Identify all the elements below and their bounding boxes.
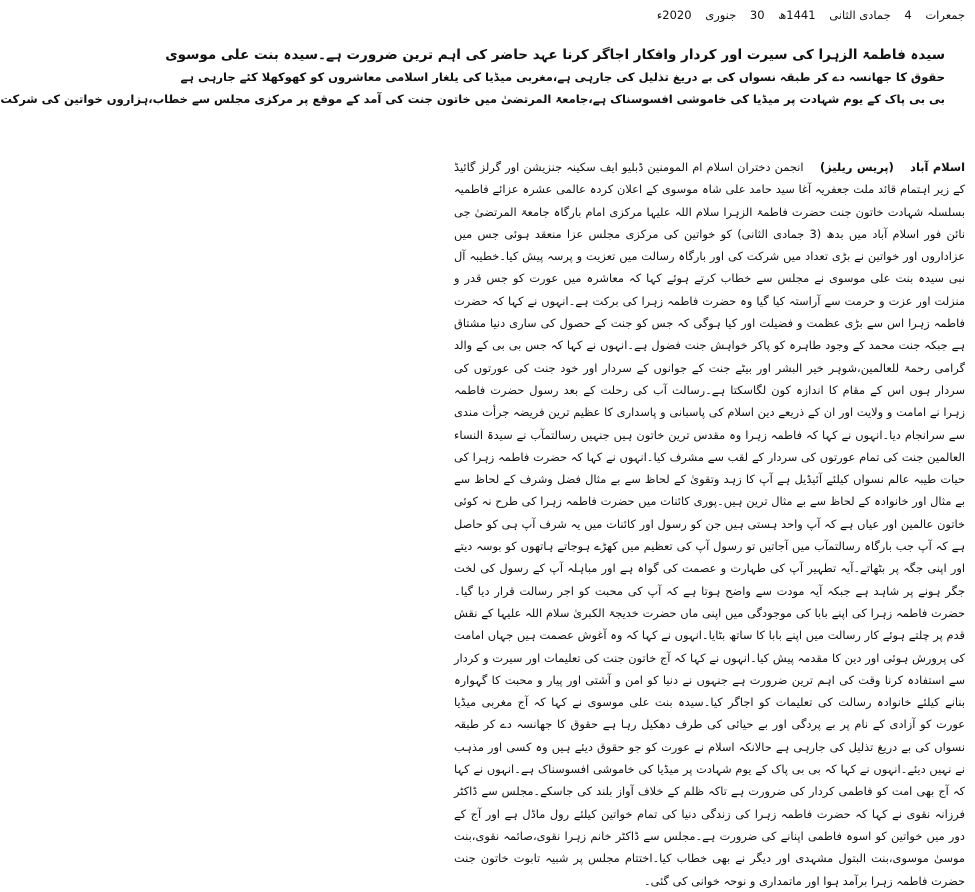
dateline-greg-day: 30: [749, 8, 765, 22]
article-body: [454, 156, 966, 888]
headline-main: سیدہ فاطمۃ الزہرا کی سیرت اور کردار وافکار اجاگر کرنا عہد حاضر کی اہم ترین ضرورت ہے۔سیدہ بنت علی موسوی: [165, 47, 945, 63]
dateline-hijri-month: جمادی الثانی: [829, 8, 891, 22]
headline-sub-2: بی بی پاک کے یوم شہادت پر میڈیا کی خاموشی افسوسناک ہے،جامعۃ المرتضیٰ میں خاتون جنت کی آمد کے موقع پر مرکزی مجلس سے خطاب،ہزاروں خواتین کی شرکت: [0, 92, 945, 106]
article-text: انجمن دختران اسلام ام المومنین ڈبلیو ایف سکینہ جنزیشن اور گرلز گائیڈ کے زیر اہتمام قائد ملت جعفریہ آغا سید حامد علی شاہ موسوی کے اعلان کردہ عالمی عشرہ عزائے فاطمیہ بسلسلہ شہادت خاتون جنت حضرت فاطمۃ الزہرا سلام اللہ علیہا مرکزی امام بارگاہ جامعۃ المرتضیٰ جی نائن فور اسلام آباد میں بدھ (3 جمادی الثانی) کو خواتین کی مرکزی مجلس عزا منعقد ہوئی جس میں عزاداروں اور خواتین نے بڑی تعداد میں شرکت کی اور بارگاہ رسالت میں تعزیت و پرسہ پیش کیا۔خطیبہ آل نبی سیدہ بنت علی موسوی نے مجلس سے خطاب کرتے ہوئے کہا کہ معاشرہ میں عورت کو جس قدر و منزلت اور عزت و حرمت سے آراستہ کیا گیا وہ حضرت فاطمہ زہرا کی برکت ہے۔انہوں نے کہا کہ حضرت فاطمہ زہرا اس سے بڑی عظمت و فضیلت اور کیا ہوگی کہ جس کو جنت کے حصول کی ساری دنیا مشتاق ہے جبکہ جنت محمد کے وجود طاہرہ کو پاکر خواہش جنت فضول ہے۔انہوں نے کہا کہ جس بی بی کے والد گرامی رحمۃ للعالمین،شوہر خیر البشر اور بیٹے جنت کے جوانوں کے سردار اور خود جنت کی عورتوں کی سردار ہوں اس کے مقام کا اندازہ کون لگاسکتا ہے۔رسالت آب کی رحلت کے بعد رسول حضرت فاطمہ زہرا نے امامت و ولایت اور ان کے ذریعے دین اسلام کی پاسبانی و پاسداری کا عظیم ترین فریضہ جرأت مندی سے سرانجام دیا۔انہوں نے کہا کہ فاطمہ زہرا وہ مقدس ترین خاتون ہیں جنہیں رسالتمآب نے سیدۃ النساء العالمین جنت کی تمام عورتوں کی سردار کے لقب سے مشرف کیا۔انہوں نے کہا کہ حضرت فاطمہ زہرا کی حیات طیبہ عالم نسواں کیلئے آئیڈیل ہے آپ کا زہد وتقویٰ کے لحاظ سے بے مثال فضل وشرف کے لحاظ سے بے مثال اور خانوادہ کے لحاظ سے بے مثال ترین ہیں۔پوری کائنات میں حضرت فاطمہ زہرا کی طرح نہ کوئی خاتون عالمین اور عیاں ہے کہ آپ واحد ہستی ہیں جن کو رسول اور کائنات میں یہ شرف آپ ہی کو حاصل ہے کہ آپ جب بارگاہ رسالتمآب میں آجاتیں تو رسول آپ کی تعظیم میں کھڑے ہوجاتے ہاتھوں کو بوسہ دیتے اور اپنی جگہ پر بٹھاتے۔آیہ تطہیر آپ کی طہارت و عصمت کی گواہ ہے اور مباہلہ آپ کے رسول کی لخت جگر ہونے پر شاہد ہے جبکہ آیہ مودت سے واضح ہوتا ہے کہ آپ کی محبت کو اجر رسالت قرار دیا گیا۔حضرت فاطمہ زہرا کی اپنے بابا کی موجودگی میں اپنی ماں حضرت خدیجۃ الکبریٰ سلام اللہ علیہا کے نقش قدم پر چلتے ہوئے کار رسالت میں اپنے بابا کا ساتھ بٹایا۔انہوں نے کہا کہ وہ آغوش عصمت ہیں جہاں امامت کی پرورش ہوئی اور دین کا مقدمہ پیش کیا۔انہوں نے کہا کہ آج خاتون جنت کی تعلیمات اور سیرت و کردار سے استفادہ کرنا وقت کی اہم ترین ضرورت ہے جنہوں نے دنیا کو امن و آشتی اور پیار و محبت کا گہوارہ بنانے کیلئے خانوادہ رسالت کی تعلیمات کو اجاگر کیا۔سیدہ بنت علی موسوی نے کہا کہ آج مغربی میڈیا عورت کو آزادی کے نام پر بے پردگی اور بے حیائی کی طرف دھکیل رہا ہے حقوق کا جھانسہ دے کر طبقہ نسواں کی بے دریغ تذلیل کی جارہی ہے حالانکہ اسلام نے عورت کو جو حقوق دیئے ہیں وہ کسی اور مذہب نے نہیں دیئے۔انہوں نے کہا کہ بی بی پاک کے یوم شہادت پر میڈیا کی خاموشی افسوسناک ہے۔انہوں نے کہا کہ آج بھی امت کو فاطمی کردار کی ضرورت ہے تاکہ ظلم کے خلاف آواز بلند کی جاسکے۔مجلس سے ڈاکٹر فرزانہ نقوی نے کہا کہ حضرت فاطمہ زہرا کی زندگی دنیا کی تمام خواتین کیلئے رول ماڈل ہے اور آج کے دور میں خواتین کو اسوہ فاطمی اپنانے کی ضرورت ہے۔مجلس سے ڈاکٹر خانم زہرا نقوی،صائمہ نقوی،بنت موسیٰ موسوی،بنت البتول مشہدی اور دیگر نے بھی خطاب کیا۔اختتام مجلس پر شبیہ تابوت خاتون جنت حضرت فاطمہ زہرا برآمد ہوا اور ماتمداری و نوحہ خوانی کی گئی۔: [454, 160, 965, 888]
dateline-hijri-year: 1441ھ: [778, 8, 816, 22]
article-paragraph: [454, 156, 965, 892]
dateline-hijri-day: 4: [904, 8, 912, 22]
headline-block: [0, 44, 945, 110]
article-agency: (پریس ریلیز): [819, 160, 894, 174]
dateline: [454, 6, 965, 24]
article-place: اسلام آباد: [910, 160, 966, 174]
dateline-day: جمعرات: [925, 8, 965, 22]
headline-sub-1: حقوق کا جھانسہ دے کر طبقہ نسواں کی بے دریغ تذلیل کی جارہی ہے،مغربی میڈیا کی یلغار اسلامی معاشروں کو کھوکھلا کئے جارہی ہے: [180, 70, 945, 84]
dateline-greg-year: 2020ء: [656, 8, 692, 22]
dateline-greg-month: جنوری: [705, 8, 737, 22]
